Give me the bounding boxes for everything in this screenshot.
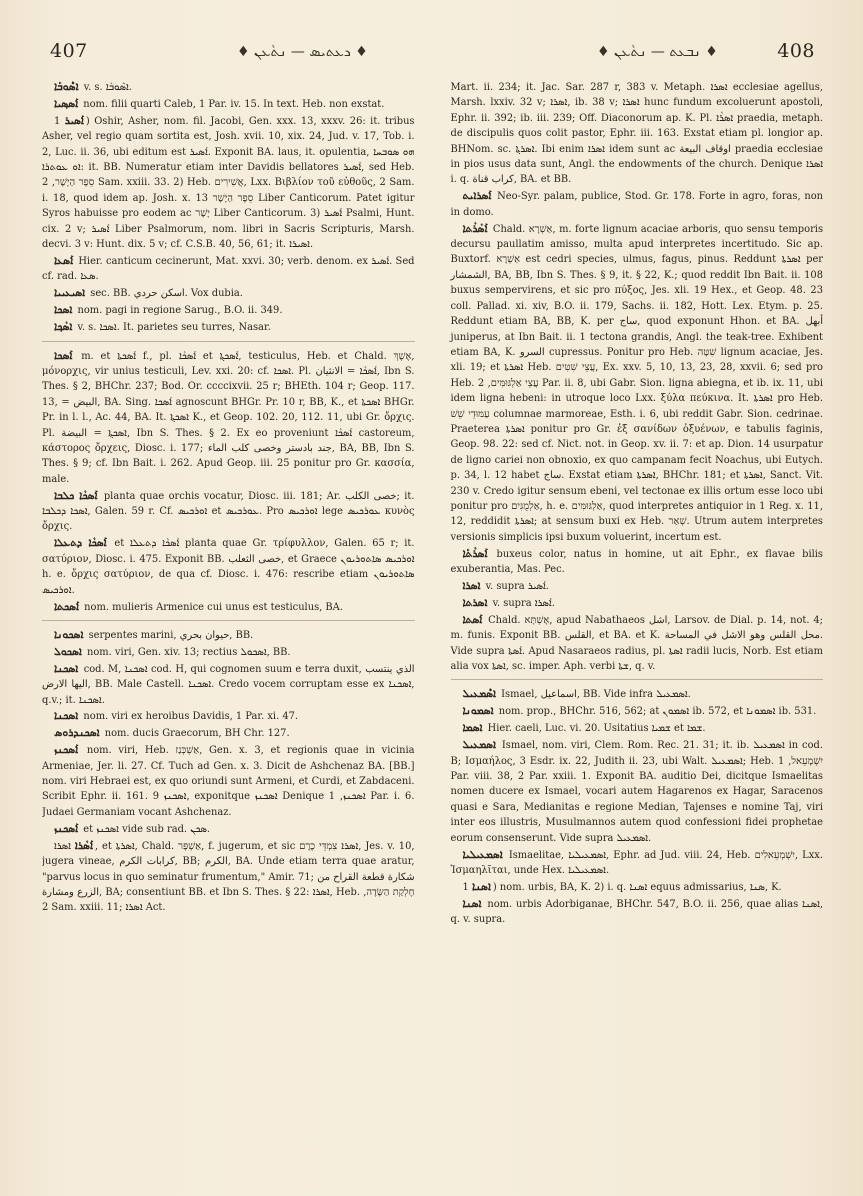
entry-headword: ܐܣܡܥܝܠ (462, 739, 496, 752)
left-page-number: 407 (50, 40, 88, 62)
dictionary-entry (42, 839, 415, 916)
entry-headword: ܐܣܟܢܐ (54, 662, 79, 675)
entry-headword: ܐܣܟܢܕܪܘܣ (54, 727, 100, 740)
entry-text: serpentes marini, حيوان بحري, BB. (88, 629, 254, 641)
dictionary-entry (42, 80, 415, 95)
entry-text: ܐܣܪܐ, et ܐܣܪܬܐ, Chald. אַשְׁפָּר, f. jugerum, et sic ܐܣܪܐ צִמְדֵּי כֶרֶם, Jes. v. 10, jugera vineae, كرابات الكرم, BB; الكرم, BA. Unde etiam terra quae aratur, "parvus locus in quo seminatur frumentum," Amir. 71; شكارة قطعة القراح من الزرع ومشارة, BA; consentiunt BB. et Ibn S. Thes. § 22: ܐܣܪܐ, Heb. חֶלְקַת הַשָּׂדֶה, 2 Sam. xxiii. 11; ܐܣܪܐ Act. (42, 840, 415, 914)
dictionary-entry (42, 709, 415, 724)
entry-headword: ܐܰܣܟܬܐ (54, 600, 80, 613)
page-header (42, 34, 821, 76)
entry-text: et ܐܣܟܢܙ vide sub rad. ܣܟܢ. (83, 823, 211, 835)
dictionary-entry (451, 222, 824, 546)
right-page-number: 408 (777, 40, 815, 62)
entry-text: v. supra ܐܰܣܝܪ. (485, 581, 549, 592)
entry-headword: ܐܣܪܐ (462, 580, 481, 592)
entry-text: nom. viri, Heb. אַשְׁכְּנַז, Gen. x. 3, et regionis quae in vicinia Armeniae, Jer. li. 27. Cf. Tuch ad Gen. x. 3. Dicit de Ashchenaz BA. [BB.] nom. viri Hebraei est, ex quo oriundi sunt Armeni, et Curdi, et Zabdaceni. Scribit Ephr. ii. 161. 9 ܐܣܟܢܙ, exponitque ܐܣܟܢܙ Denique ܐܣܟܢܙ, 1 Par. i. 6. Judaei Germaniam vocant Ashchenaz. (42, 745, 415, 818)
entry-headword: ܐܣܟܢܐ (54, 710, 79, 723)
entry-text: Hier. canticum cecinerunt, Mat. xxvi. 30; verb. denom. ex ܐܰܣܝܪ. Sed cf. rad. ܣܥܐ. (42, 255, 415, 283)
dictionary-entry (451, 579, 824, 594)
dictionary-entry (42, 662, 415, 708)
entry-text: Ismaelitae, ܐܣܡܥܝܠܝܐ, Ephr. ad Jud. viii. 24, Heb. יִשְׁמְעֵאלִים, Lxx. Ἰσμαηλῖται, unde Hex. ܐܣܡܥܝܠܝܐ. (450, 849, 823, 876)
entry-headword: ܐܣܵܟ݂ܐ (54, 321, 73, 334)
entry-text: v. s. ܐܣܟܐ. It. parietes seu turres, Nasar. (77, 322, 271, 334)
entry-headword: ܐܣܢܐ (462, 897, 482, 910)
dictionary-entry (42, 536, 415, 598)
entry-text: Neo-Syr. palam, publice, Stod. Gr. 178. Forte in agro, foras, non in domo. (450, 191, 823, 218)
entry-headword: ܐܰܣܬܐ (462, 613, 483, 626)
entry-headword: ܐܣܡܐ (462, 722, 483, 735)
dictionary-entry (451, 613, 824, 675)
entry-headword: ܐܰܣܟܵܐ ܕܬܥܠܐ (54, 537, 107, 550)
dictionary-entry (42, 726, 415, 741)
entry-text: et ܐܰܣܟܵܐ ܕܬܥܠܐ planta quae Gr. τρίφυλλον, Galen. 65 r; it. σατύριον, Diosc. i. 475. Exponit BB. خصى الثعلب, et Graece ܐܘܪܟܝܣ ܣܐܬܘܪܝܘܢ h. e. ὄρχις σατύριον, de qua cf. Diosc. i. 476: rescribe etiam ܣܐܬܘܪܝܘܢ ܐܘܪܟܝܣ. (42, 538, 415, 596)
entry-headword: ܐܰܣܵܪܐ (74, 839, 93, 852)
section-divider (42, 620, 415, 621)
dictionary-entry (42, 645, 415, 660)
entry-headword: ܐܰܣܥܐ (54, 254, 74, 267)
entry-text: Mart. ii. 234; it. Jac. Sar. 287 r, 383 v. Metaph. ܐܣܪܐ ecclesiae agellus, Marsh. lxxiv. 32 v; ܐܣܪܐ, ib. 38 v; ܐܣܪܐ hunc fundum excoluerunt apostoli, Ephr. ii. 392; ib. iii. 239; Off. Diaconorum ap. K. Pl. ܐܣܪܵܐ praedia, metaph. de discipulis quos colit pastor, Ephr. iii. 163. Exstat etiam pl. longior ap. BHNom. sc. ܐܣܪܬ݂ܐ. Ibi enim ܐܣܪܐ idem sunt ac اوقاف البيعة praedia ecclesiae in pios usus data sunt, Angl. the endowments of the church. Denique ܐܣܪܐ i. q. كراب قناة, BA. et BB. (450, 82, 823, 186)
entry-text: v. supra ܐܰܣܪܐ. (492, 597, 555, 609)
entry-headword: ܐܣܶܡܥܝܠ (462, 688, 496, 701)
entry-text: nom. ducis Graecorum, BH Chr. 127. (104, 728, 290, 740)
entry-text: Ismael, nom. viri, Clem. Rom. Rec. 21. 31; it. ib. ܐܣܡܥܝܠ in cod. B; Ισμαήλος, 3 Esdr. ix. 22, Judith ii. 23, ubi Walt. ܐܣܡܥܝܠ; Heb. יִשְׁמָעֵאל, 1 Par. viii. 38, 2 Par. xxiii. 1. Exponit BA. auditio Dei, dicitque Ismaelitas nomen ducere ex Ismael, vocari autem Hagarenos ex Hagar, Saracenos quasi e Sara, Medianitas e regione Median, Tajenses e nomine Taj, viri inter eos illustris, Musulmannos autem quod confessioni fidei prophetae eorum consenserunt. Vide supra ܐܣܡܥܝܠ. (450, 740, 823, 844)
dictionary-entry (451, 80, 824, 188)
entry-text: Hier. caeli, Luc. vi. 20. Usitatius ܫܡܝܐ et ܫܡܐ. (487, 723, 706, 735)
dictionary-entry (42, 600, 415, 615)
entry-headword: ܐܣܢܐ (471, 880, 491, 893)
entry-headword: ܐܰܣܝܪ (64, 114, 84, 127)
dictionary-entry (42, 254, 415, 285)
entry-text: Chald. אָשְׁתָּא, apud Nabathaeos اشل, Larsov. de Dial. p. 14, not. 4; m. funis. Exponit BB. القلس, et BA. et K. محل القلس وهو الاشل في المساحة. Vide supra ܐܰܣܬܐ. Apud Nasaraeos radius, pl. ܐܣܬܐ radii lucis, Norb. Est etiam alia vox ܐܣܬܐ, sc. imper. Aph. verbi ܫܬܐ, q. v. (450, 614, 823, 673)
entry-headword: ܐܰܣܪܐܝܬ (462, 190, 492, 203)
entry-headword: ܐܣܟܘܢܐ (54, 628, 84, 641)
entry-headword: ܐܰܣܵܪܵܬܐ (462, 222, 488, 235)
text-columns (42, 80, 823, 1196)
entry-text: Ismael, اسماعيل, BB. Vide infra ܐܣܡܥܝܠ. (501, 689, 691, 701)
dictionary-entry (451, 547, 824, 578)
entry-text: m. et ܐܰܣܟܬܐ f., pl. ܐܰܣܟܵܐ et ܐܰܣܟܬ݂ܐ, testiculus, Heb. et Chald. אֶשֶׁךְ, μόνορχις, vir unius testiculi, Lev. xxi. 20: cf. ܐܣܟܐ. Pl. ܐܰܣܟܵܐ = الانثيان, Ibn S. Thes. § 2, BHChr. 237; Bod. Or. ccccixvii. 25 r; BHEth. 104 r; Geop. 117. 13, = البيض, BA. Sing. ܐܰܣܟܐ agnoscunt BHGr. Pr. 10 r, BB, K., et ܐܣܟܬܐ BHGr. Pr. in l. l., Ac. 44, BA. It. ܐܣܟܬ݂ܐ K., et Geop. 102. 20, 112. 11, ubi Gr. ὄρχις. Pl. ܐܣܟܬ݂ܐ = البيضة, Ibn S. Thes. § 2. Ex eo proveniunt ܐܰܣܟܵܐ castoreum, κάστορος ὄρχεις, Diosc. i. 177; جند بادستر وخصى كلب الماء, BA, BB, Ibn S. Thes. § 9; cf. Ibn Bait. i. 262. Apud Geop. iii. 25 ponitur pro Gr. κασσία, male. (42, 350, 415, 485)
dictionary-entry (42, 628, 415, 643)
entry-headword: ܐܣܡܥܝܠܝܐ (462, 848, 503, 861)
entry-text: nom. viri, Gen. xiv. 13; rectius ܐܣܟܘܠ, BB. (86, 646, 291, 658)
dictionary-entry (451, 721, 824, 736)
dictionary-entry (451, 848, 824, 879)
dictionary-entry (42, 97, 415, 112)
section-divider (42, 341, 415, 342)
dictionary-entry (42, 320, 415, 335)
dictionary-entry (451, 880, 824, 895)
dictionary-entry (42, 286, 415, 301)
entry-text: 1) Oshir, Asher, nom. fil. Jacobi, Gen. xxx. 13, xxxv. 26: it. tribus Asher, vel regio quam sortita est, Josh. xvii. 10, xix. 24, Jud. v. 17, Tob. i. 2, Luc. ii. 36, ubi editum est ܐܰܣܝܪ. Exponit BA. laus, it. opulentia, ܗܘ ܣܘܒܚܐ ܐܘ ܥܘܬܪܐ: it. BB. Numeratur etiam inter Davidis bellatores ܐܰܣܝܪ, sed Heb. סֵפֶר הַיָשָׁר, 2 Sam. xxiii. 33. 2) Heb. אֲשִׁירִים, Lxx. Βιβλίον τοῦ εὐθοῦς, 2 Sam. i. 18, quod idem ap. Josh. x. 13 סֵפֶר הַיָשָׁר Liber Canticorum. Patet igitur Syros habuisse pro eodem ac יָשָׁר Liber Canticorum. 3) ܐܰܣܝܪ Psalmi, Hunt. cix. 2 v; ܐܰܣܝܪ Liber Psalmorum, nom. libri in Sacris Scripturis, Marsh. decvi. 3 v: Hunt. dix. 5 v; cf. C.S.B. 40, 56, 61; it. ܐܣܝܪܐ. (42, 115, 415, 251)
entry-text: nom. filii quarti Caleb, 1 Par. iv. 15. In text. Heb. non exstat. (83, 98, 385, 110)
entry-text: nom. viri ex heroibus Davidis, 1 Par. xi. 47. (83, 711, 299, 723)
dictionary-entry (451, 687, 824, 702)
dictionary-entry (42, 303, 415, 318)
entry-headword: ܐܰܣܟܵܐ ܟܠܒܐ (54, 489, 98, 502)
entry-text: nom. mulieris Armenice cui unus est testiculus, BA. (84, 601, 343, 613)
entry-headword: ܐܣܶܘܒܰܐ (54, 81, 79, 93)
dictionary-entry (451, 189, 824, 220)
entry-headword: ܐܰܣܟܢܙ (54, 822, 79, 835)
section-divider (451, 679, 824, 680)
dictionary-entry (451, 738, 824, 846)
entry-text: 1) nom. urbis, BA, K. 2) i. q. ܐܣܢܐ equus admissarius, ܣܢܐ, K. (462, 881, 782, 893)
entry-headword: ܐܣܟܐ (54, 304, 73, 317)
entry-headword: ܐܣܡܘܢܐ (462, 705, 494, 718)
entry-text: planta quae orchis vocatur, Diosc. iii. 181; Ar. خصى الكلب; it. ܐܣܟܐ ܕܟܠܒܐ, Galen. 59 r. Cf. ܐܘܪܟܝܣ et ܥܘܪܟܝܣ. Pro ܐܘܪܟܝܣ lege ܥܘܪܟܝܣ κυνὸς ὄρχις. (42, 490, 415, 533)
entry-text: sec. BB. اسكن حردي. Vox dubia. (90, 288, 243, 300)
entry-text: nom. urbis Adorbiganae, BHChr. 547, B.O. ii. 256, quae alias ܐܣܢܐ, q. v. supra. (450, 898, 823, 926)
entry-text: nom. pagi in regione Sarug., B.O. ii. 349. (77, 305, 283, 317)
entry-headword: ܐܰܣܤ݂ܝܐ (54, 97, 79, 110)
dictionary-entry (42, 743, 415, 820)
right-column (433, 80, 824, 1196)
entry-text: v. s. ܐܣܶܘܒܰܐ. (83, 82, 132, 93)
left-column (42, 80, 433, 1196)
entry-headword: ܐܣܟܘܠ (54, 645, 82, 658)
entry-headword: ܐܰܣܟܢܙ (54, 744, 79, 757)
dictionary-entry (42, 822, 415, 837)
dictionary-entry (42, 489, 415, 535)
dictionary-entry (451, 704, 824, 719)
entry-headword: ܐܣܝܥܝܝܐ (54, 287, 86, 300)
right-running-head: ♦ ܢܒܥܬ — ܢܬܵܥܢ ♦ (597, 44, 718, 60)
entry-text: cod. M, ܐܣܟܢܐ cod. H, qui cognomen suum e terra duxit, الذي ينتسب اليها الارض, BB. Male Castell. ܐܣܟܢܐ. Credo vocem corruptam esse ex ܐܣܟܢܐ, q.v.; it. ܐܣܟܢܐ. (42, 663, 415, 706)
entry-text: Chald. אַשְׁרָא, m. forte lignum acaciae arboris, quo sensu temporis decursu paullatim amisso, multa apud interpretes incertitudo. Sic ap. Buxtorf. אַשְׁרָא est cedri species, ulmus, fagus, pinus. Reddunt ܐܣܪܬܐ per الشمشار, BA, BB, Ibn S. Thes. § 9, it. § 22, K.; quod reddit Ibn Bait. ii. 108 buxus sempervirens, et sic pro πύξος, Jes. xli. 19 Hex., et Geop. 48. 23 coll. Pallad. xi. xiv, B.O. ii. 179, Sachs. ii. 182, Hott. Lex. Etym. p. 25. Reddunt etiam BA, BB, K. per ساج, quod exponunt Hhon. et BA. أبهل juniperus, at Ibn Bait. ii. 1 tectona grandis, Angl. the teak-tree. Exhibent etiam BA, K. السرو cupressus. Ponitur pro Heb. שִׁטָּה lignum acaciae, Jes. xli. 19; et ܐܣܪܬܐ Heb. עֲצֵי שִׁטִּים, Ex. xxv. 5, 10, 13, 23, 28, xxvii. 6; sed pro Heb. עֲצֵי אַלְגּוּמִּים, 2 Par. ii. 8, ubi Gabr. Sion. ligna abiegna, et ib. ix. 11, ubi idem ligna hebeni: in utroque loco Lxx. ξύλα πεύκινα. It. ܐܣܪܬܐ pro Heb. עַמּוּדֵי שֵׁשׁ columnae marmoreae, Esth. i. 6, ubi reddit Gabr. Sion. cedrinae. Praeterea ܐܣܪܬܐ ponitur pro Gr. ἐξ σανίδων ὀξυένων, e tabulis faginis, Geop. 98. 22: sed cf. Nict. not. in Geop. xv. ii. 7: et ap. Dion. 14 usurpatur de ligno cariei non obnoxio, ex quo campanam fecit Noachus, ubi Eutych. p. 34, l. 12 habet ساج. Exstat etiam ܐܣܪܬܐ, BHChr. 181; et ܐܣܪܬܐ, Sanct. Vit. 230 v. Credo igitur sensum ebeni, vel tectonae ex illis ortum esse loco ubi ponitur pro אַלְמֻגִּים, h. e. אַלְגּוּמִּים, quod interpretes antiquior in 1 Reg. x. 11, 12, reddidit ܐܣܪܬܐ; at sensum buxi ex Heb. שְׁאַר. Utrum autem interpretes versionis simplicis ipsi buxum voluerint, incertum est. (450, 223, 823, 543)
dictionary-entry (451, 897, 824, 928)
entry-headword: ܐܰܣܟܐ (54, 349, 73, 362)
entry-headword: ܐܰܣܪܵܬܰܐ (462, 547, 488, 560)
entry-headword: ܐܣܪܬܐ (462, 596, 488, 609)
dictionary-entry (451, 596, 824, 611)
entry-text: buxeus color, natus in homine, ut ait Ephr., ex flavae bilis exuberantia, Mas. Pec. (450, 548, 823, 576)
left-running-head: ♦ ܖܥܬܝܣ — ܢܬܵܥܢ ♦ (237, 44, 368, 60)
dictionary-entry (42, 349, 415, 488)
dictionary-entry (42, 114, 415, 253)
entry-text: nom. prop., BHChr. 516, 562; at ܐܣܡܘܢ ib. 572, et ܐܣܡܘܢܐ ib. 531. (498, 706, 817, 718)
